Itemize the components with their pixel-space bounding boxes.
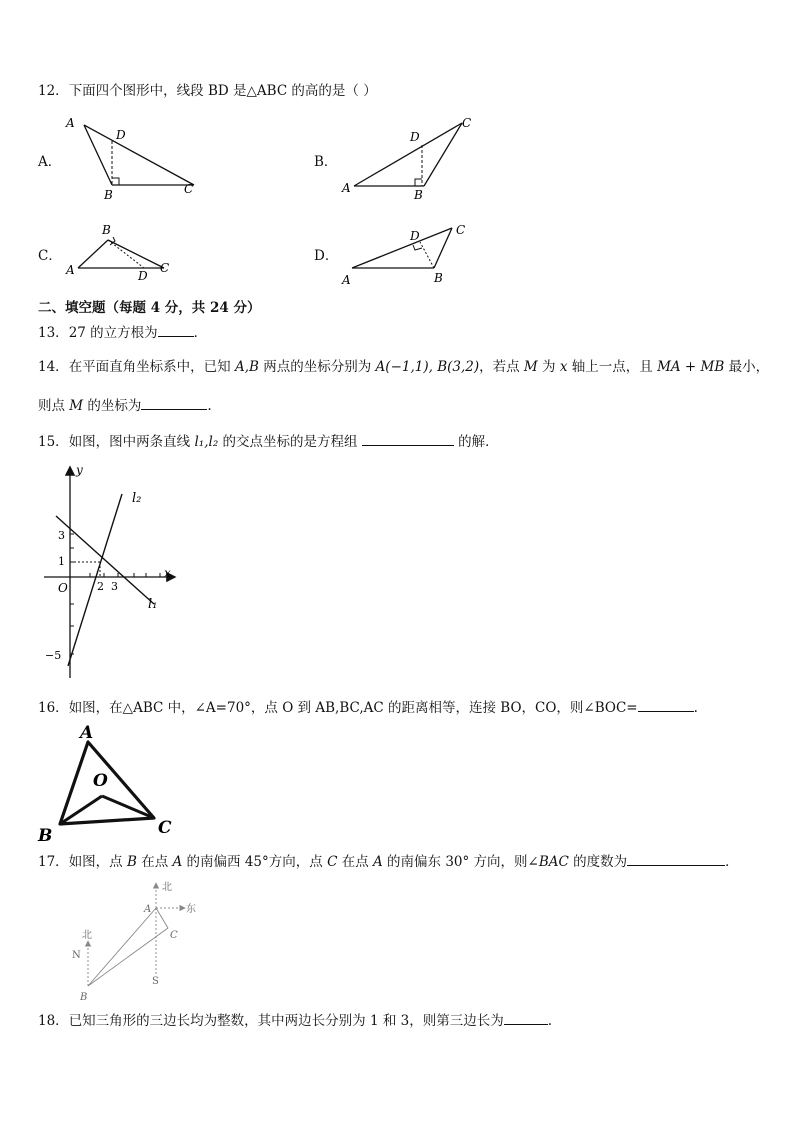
option-a-label: A． [38,154,62,170]
figure-12c [60,220,190,282]
svg-text:B: B [80,992,88,1003]
answer-blank-14[interactable] [141,395,207,410]
svg-text:3: 3 [58,529,65,542]
answer-blank-16[interactable] [638,697,694,712]
question-13: 13．27 的立方根为 ． [38,322,207,342]
svg-text:N: N [72,950,81,961]
svg-text:A: A [80,723,94,743]
svg-text:C: C [462,116,472,130]
option-d-label: D． [314,248,339,264]
question-16: 16．如图，在△ABC 中，∠A=70°，点 O 到 AB,BC,AC 的距离相等，连接 BO，CO，则∠BOC= . [38,697,698,717]
origin-label: O [58,581,68,595]
option-c-label: C． [38,248,62,264]
figure-12a [60,113,210,203]
svg-text:S: S [152,976,159,987]
svg-text:A: A [342,181,351,195]
svg-text:A: A [66,263,75,277]
svg-text:A: A [342,273,351,287]
svg-text:D: D [138,269,148,282]
question-17: 17．如图，点 B 在点 A 的南偏西 45°方向，点 C 在点 A 的南偏东 30° 方向，则∠BAC 的度数为 ． [38,851,739,871]
question-18: 18．已知三角形的三边长均为整数，其中两边长分别为 1 和 3，则第三边长为 . [38,1010,552,1030]
svg-text:A: A [144,904,152,915]
svg-text:B: B [102,223,111,237]
label-c: C [184,182,194,196]
svg-text:东: 东 [186,904,196,915]
svg-text:C: C [456,223,466,237]
svg-text:B: B [414,188,423,202]
svg-text:1: 1 [58,555,65,568]
answer-blank-18[interactable] [504,1010,548,1025]
label-d: D [116,128,126,142]
svg-text:O: O [93,771,108,791]
label-b: B [104,188,113,202]
svg-text:−5: −5 [45,649,62,662]
answer-blank-17[interactable] [627,851,725,866]
figure-12b [336,113,486,205]
answer-blank-15[interactable] [362,431,454,446]
label-a: A [66,116,75,130]
svg-text:D: D [410,130,420,144]
question-15: 15．如图，图中两条直线 l₁,l₂ 的交点坐标的是方程组 的解． [38,431,499,451]
svg-text:B: B [434,271,443,285]
question-12: 12．下面四个图形中，线段 BD 是△ABC 的高的是（ ） [38,83,377,99]
svg-text:C: C [158,818,172,838]
svg-text:D: D [410,229,420,243]
svg-text:B: B [38,826,53,846]
option-b-label: B． [314,154,338,170]
svg-text:2: 2 [97,580,104,593]
line-l1-label: l₁ [148,597,158,612]
x-axis-label: x [164,566,171,580]
figure-15-graph [38,460,188,682]
line-l2-label: l₂ [132,491,142,506]
figure-12d [336,218,486,290]
question-14-line-1: 14．在平面直角坐标系中，已知 A,B 两点的坐标分别为 A(−1,1), B(3,2)，若点 M 为 x 轴上一点，且 MA + MB 最小， [38,359,770,375]
question-14-line-2: 则点 M 的坐标为 . [38,395,212,415]
figure-17-directions [60,878,220,1004]
svg-text:北: 北 [162,882,172,893]
svg-text:C: C [170,930,178,941]
svg-text:C: C [160,261,170,275]
y-axis-label: y [76,463,83,477]
svg-text:3: 3 [111,580,118,593]
svg-text:北: 北 [82,930,92,941]
section-heading: 二、填空题（每题 4 分，共 24 分） [38,300,261,316]
figure-16-triangle [36,720,186,846]
answer-blank-13[interactable] [158,322,194,337]
